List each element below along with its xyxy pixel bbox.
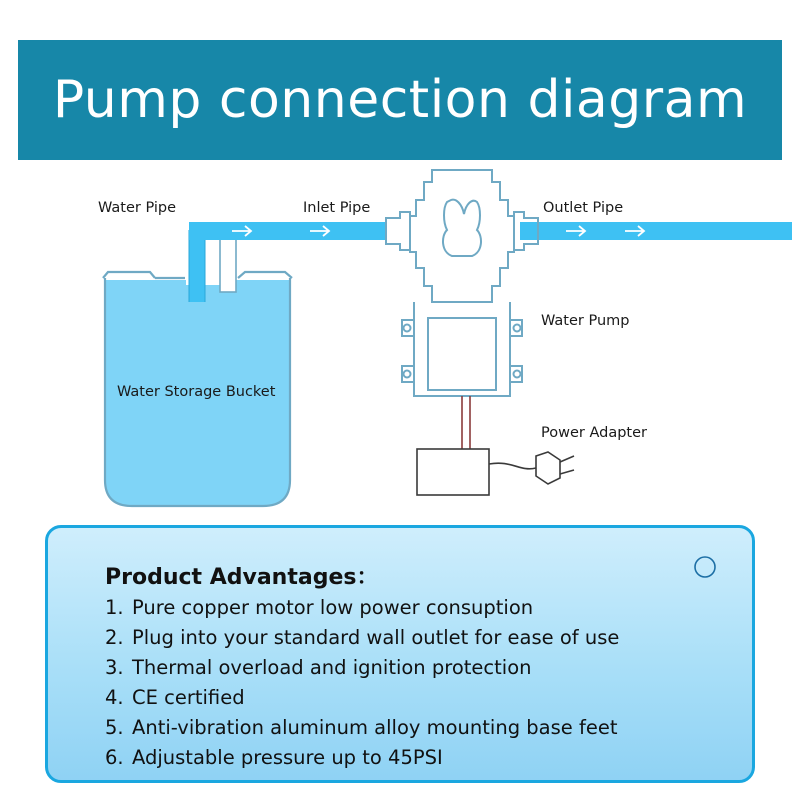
product-advantages-panel xyxy=(45,525,755,783)
list-item-number: 1. xyxy=(105,596,124,619)
page-title: Pump connection diagram xyxy=(52,70,748,130)
list-item-number: 4. xyxy=(105,686,124,709)
connection-diagram xyxy=(0,160,800,520)
advantages-list xyxy=(105,593,725,773)
water-pump-body xyxy=(386,170,538,396)
label-water-pipe: Water Pipe xyxy=(98,200,177,216)
list-item-number: 2. xyxy=(105,626,124,649)
label-inlet-pipe: Inlet Pipe xyxy=(303,200,371,216)
list-item xyxy=(105,743,725,773)
list-item xyxy=(105,683,725,713)
list-item xyxy=(105,623,725,653)
label-water-storage-bucket: Water Storage Bucket xyxy=(117,384,276,400)
list-item-text: Thermal overload and ignition protection xyxy=(132,656,532,679)
list-item xyxy=(105,593,725,623)
power-plug-icon xyxy=(536,452,574,484)
inlet-pipe-segment xyxy=(189,222,385,240)
list-item xyxy=(105,653,725,683)
list-item-text: Plug into your standard wall outlet for ease of use xyxy=(132,626,620,649)
list-item xyxy=(105,713,725,743)
outlet-pipe-segment xyxy=(520,222,792,240)
header-banner xyxy=(18,40,782,160)
list-item-number: 6. xyxy=(105,746,124,769)
label-power-adapter: Power Adapter xyxy=(541,425,647,441)
moon-icon xyxy=(694,556,716,578)
list-item-text: Anti-vibration aluminum alloy mounting base feet xyxy=(132,716,618,739)
label-water-pump: Water Pump xyxy=(541,313,630,329)
list-item-number: 3. xyxy=(105,656,124,679)
list-item-number: 5. xyxy=(105,716,124,739)
adapter-cord xyxy=(489,463,536,469)
list-item-text: CE certified xyxy=(132,686,245,709)
power-adapter-box xyxy=(417,449,489,495)
list-item-text: Adjustable pressure up to 45PSI xyxy=(132,746,443,769)
label-outlet-pipe: Outlet Pipe xyxy=(543,200,624,216)
intake-pipe xyxy=(189,230,205,302)
list-item-text: Pure copper motor low power consuption xyxy=(132,596,534,619)
advantages-title: Product Advantages： xyxy=(105,565,379,590)
